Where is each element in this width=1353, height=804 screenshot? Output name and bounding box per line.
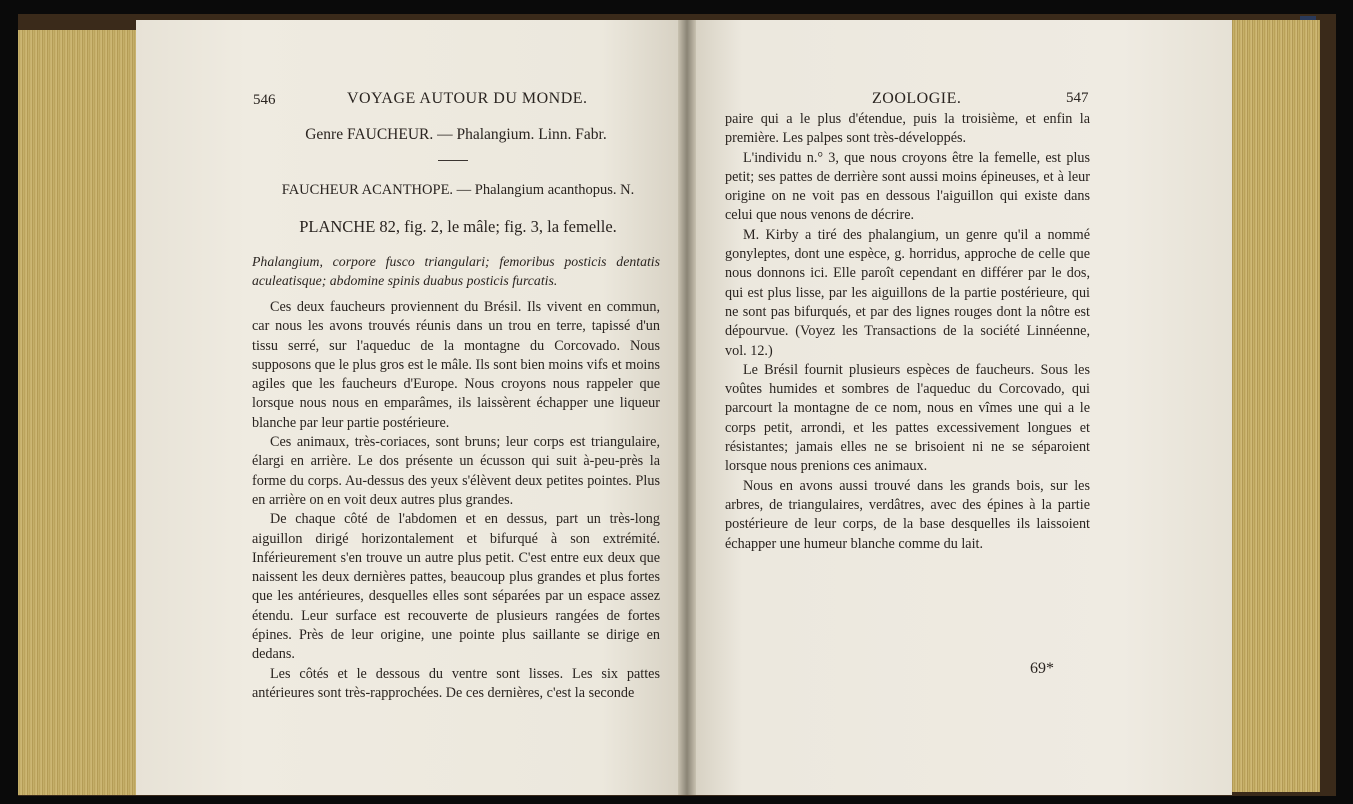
right-running-head: ZOOLOGIE. [872, 90, 962, 107]
heading-rule [438, 160, 468, 161]
plate-reference: PLANCHE 82, fig. 2, le mâle; fig. 3, la femelle. [299, 217, 617, 236]
paragraph: paire qui a le plus d'étendue, puis la troisième, et enfin la première. Les palpes sont très-développés. [725, 111, 1090, 147]
paragraph: Les côtés et le dessous du ventre sont lisses. Les six pattes antérieures sont très-rapprochées. De ces dernières, c'est la seconde [252, 665, 660, 701]
latin-diagnosis: Phalangium, corpore fusco triangulari; femoribus posticis dentatis aculeatisque; abdomine spinis duabus posticis furcatis. [252, 254, 660, 289]
paragraph: Ces deux faucheurs proviennent du Brésil. Ils vivent en commun, car nous les avons trouvés réunis dans un trou en terre, tapissé d'un tissu serré, sur l'aqueduc de la montagne du Corcovado. Nous supposons que le plus gros est le mâle. Ils sont bien moins vifs et moins agiles que les faucheurs d'Europe. Nous croyons nous rappeler que lorsque nous nous en emparâmes, ils laissèrent échapper une liqueur blanche par leur partie postérieure. [252, 299, 660, 431]
paragraph: M. Kirby a tiré des phalangium, un genre qu'il a nommé gonyleptes, dont une espèce, g. horridus, approche de celle que nous donnons ici. Elle paroît cependant en différer par le dos, qui est plus lisse, par les aiguillons de la partie postérieure, qui ne sont pas bifurqués, et par des lignes rouges dont la nôtre est dépourvue. (Voyez les Transactions de la société Linnéenne, vol. 12.) [725, 226, 1090, 359]
paragraph: L'individu n.° 3, que nous croyons être la femelle, est plus petit; ses pattes de derrière sont aussi moins épineuses, et à leur origine on ne voit pas en dessous l'aiguillon qui existe dans celui que nous venons de décrire. [725, 149, 1090, 224]
paragraph: Nous en avons aussi trouvé dans les grands bois, sur les arbres, de triangulaires, verdâtres, avec des épines à la partie postérieure de leur corps, de la base desquelles ils laissoient échapper une humeur blanche comme du lait. [725, 477, 1090, 552]
species-heading: FAUCHEUR ACANTHOPE. — Phalangium acanthopus. N. [281, 182, 635, 198]
paragraph: Ces animaux, très-coriaces, sont bruns; leur corps est triangulaire, élargi en arrière. Le dos présente un écusson qui suit à-peu-près la forme du corps. Au-dessus des yeux s'élèvent deux petites pointes. Plus en arrière on en voit deux autres plus grandes. [252, 434, 660, 508]
page-edges-left [18, 30, 140, 795]
left-page-number: 546 [253, 92, 276, 108]
left-running-head: VOYAGE AUTOUR DU MONDE. [347, 90, 588, 107]
book-gutter [678, 20, 696, 795]
signature-mark: 69* [1030, 660, 1054, 677]
right-body-text [725, 110, 1090, 554]
paragraph: De chaque côté de l'abdomen et en dessus, part un très-long aiguillon dirigé horizontalement et bifurqué à son extrémité. Inférieurement s'en trouve un autre plus petit. C'est entre eux deux que naissent les deux dernières pattes, beaucoup plus grandes et plus fortes que les antérieures, desquelles elles sont séparées par un espace assez étendu. Leur surface est recouverte de plusieurs rangées de fortes épines. Près de leur origine, une pointe plus saillante se dirige en dedans. [252, 511, 660, 663]
right-page-number: 547 [1066, 90, 1089, 106]
left-body-text [252, 298, 660, 703]
genus-heading: Genre FAUCHEUR. — Phalangium. Linn. Fabr. [305, 126, 607, 143]
page-edges-right [1228, 20, 1320, 792]
paragraph: Le Brésil fournit plusieurs espèces de faucheurs. Sous les voûtes humides et sombres de l'aqueduc du Corcovado, qui parcourt la montagne de ce nom, nous en vîmes une qui a le corps petit, arrondi, et les pattes excessivement longues et résistantes; jamais elles ne se brisoient ni ne se séparoient lorsque nous prenions ces animaux. [725, 361, 1090, 475]
